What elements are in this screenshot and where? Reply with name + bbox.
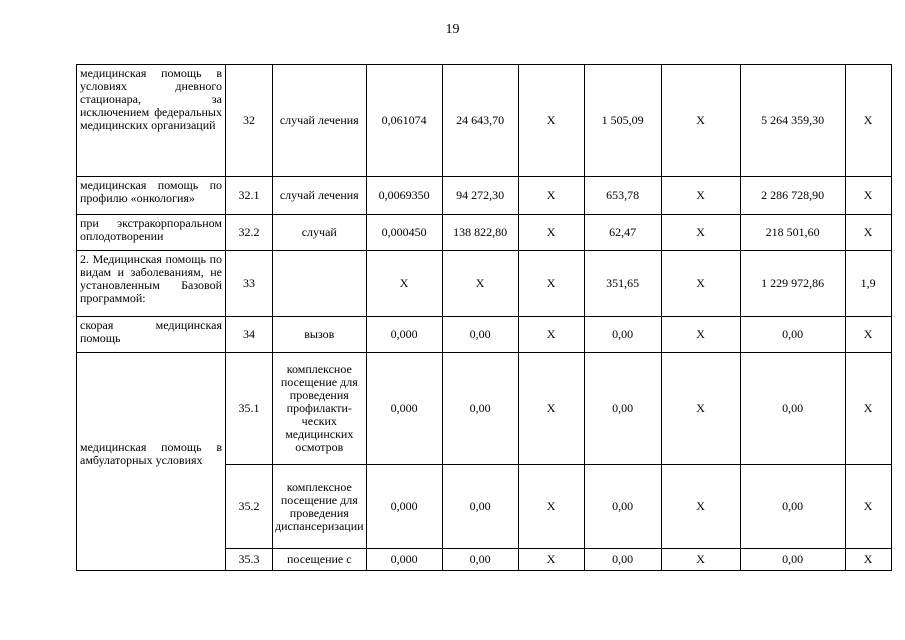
row-unit: комплексное посещение для проведения диспансеризации bbox=[273, 465, 367, 549]
row-unit: вызов bbox=[273, 317, 367, 353]
cell: 218 501,60 bbox=[740, 215, 845, 251]
cell: 0,00 bbox=[740, 549, 845, 571]
cell: X bbox=[845, 317, 891, 353]
cell: X bbox=[518, 465, 584, 549]
cell: X bbox=[661, 549, 740, 571]
cell: X bbox=[661, 215, 740, 251]
cell: 1 229 972,86 bbox=[740, 251, 845, 317]
row-number: 32.1 bbox=[226, 177, 273, 215]
cell: X bbox=[518, 215, 584, 251]
row-number: 34 bbox=[226, 317, 273, 353]
cell: X bbox=[518, 65, 584, 177]
cell: 1 505,09 bbox=[584, 65, 661, 177]
cell: 0,000 bbox=[366, 317, 442, 353]
cell: X bbox=[845, 65, 891, 177]
cell: X bbox=[845, 177, 891, 215]
cell: X bbox=[442, 251, 518, 317]
row-name: 2. Медицинская помощь по видам и заболеваниям, не установленным Базовой программой: bbox=[77, 251, 226, 317]
row-number: 32 bbox=[226, 65, 273, 177]
cell: X bbox=[518, 317, 584, 353]
cell: 0,061074 bbox=[366, 65, 442, 177]
row-unit: комплексное посещение для проведения профилакти-ческих медицинских осмотров bbox=[273, 353, 367, 465]
data-table bbox=[76, 64, 892, 571]
cell: 138 822,80 bbox=[442, 215, 518, 251]
cell: 0,00 bbox=[584, 317, 661, 353]
row-unit: случай лечения bbox=[273, 177, 367, 215]
table-row bbox=[77, 353, 892, 465]
cell: 0,00 bbox=[740, 465, 845, 549]
cell: X bbox=[661, 465, 740, 549]
row-number: 35.3 bbox=[226, 549, 273, 571]
cell: 0,00 bbox=[740, 317, 845, 353]
cell: X bbox=[518, 177, 584, 215]
cell: 0,00 bbox=[442, 353, 518, 465]
row-name: медицинская помощь в амбулаторных условиях bbox=[77, 353, 226, 571]
cell: X bbox=[661, 251, 740, 317]
cell: X bbox=[518, 353, 584, 465]
cell: X bbox=[845, 353, 891, 465]
row-unit: посещение с bbox=[273, 549, 367, 571]
cell: X bbox=[518, 251, 584, 317]
cell: 0,00 bbox=[442, 317, 518, 353]
cell: X bbox=[845, 215, 891, 251]
row-name: медицинская помощь по профилю «онкология» bbox=[77, 177, 226, 215]
cell: 62,47 bbox=[584, 215, 661, 251]
cell: X bbox=[845, 549, 891, 571]
row-unit bbox=[273, 251, 367, 317]
cell: X bbox=[661, 65, 740, 177]
row-number: 33 bbox=[226, 251, 273, 317]
row-number: 32.2 bbox=[226, 215, 273, 251]
cell: 24 643,70 bbox=[442, 65, 518, 177]
cell: 0,000450 bbox=[366, 215, 442, 251]
cell: 0,000 bbox=[366, 549, 442, 571]
table-row bbox=[77, 215, 892, 251]
row-name: медицинская помощь в условиях дневного стационара, за исключением федеральных медицинских организаций bbox=[77, 65, 226, 177]
page-number: 19 bbox=[445, 22, 460, 37]
row-name: скорая медицинская помощь bbox=[77, 317, 226, 353]
table-row bbox=[77, 251, 892, 317]
row-unit: случай лечения bbox=[273, 65, 367, 177]
row-number: 35.1 bbox=[226, 353, 273, 465]
cell: 0,00 bbox=[584, 353, 661, 465]
table-row bbox=[77, 65, 892, 177]
row-number: 35.2 bbox=[226, 465, 273, 549]
cell: X bbox=[845, 465, 891, 549]
cell: 0,00 bbox=[740, 353, 845, 465]
cell: X bbox=[661, 353, 740, 465]
cell: X bbox=[518, 549, 584, 571]
cell: 0,00 bbox=[442, 465, 518, 549]
cell: 2 286 728,90 bbox=[740, 177, 845, 215]
table-row bbox=[77, 317, 892, 353]
row-unit: случай bbox=[273, 215, 367, 251]
cell: 351,65 bbox=[584, 251, 661, 317]
cell: X bbox=[661, 317, 740, 353]
cell: 653,78 bbox=[584, 177, 661, 215]
cell: 0,00 bbox=[442, 549, 518, 571]
cell: X bbox=[661, 177, 740, 215]
cell: 0,000 bbox=[366, 465, 442, 549]
cell: 94 272,30 bbox=[442, 177, 518, 215]
cell: 5 264 359,30 bbox=[740, 65, 845, 177]
cell: 0,000 bbox=[366, 353, 442, 465]
cell: X bbox=[366, 251, 442, 317]
row-name: при экстракорпоральном оплодотворении bbox=[77, 215, 226, 251]
cell: 1,9 bbox=[845, 251, 891, 317]
cell: 0,00 bbox=[584, 465, 661, 549]
cell: 0,0069350 bbox=[366, 177, 442, 215]
table-row bbox=[77, 177, 892, 215]
cell: 0,00 bbox=[584, 549, 661, 571]
